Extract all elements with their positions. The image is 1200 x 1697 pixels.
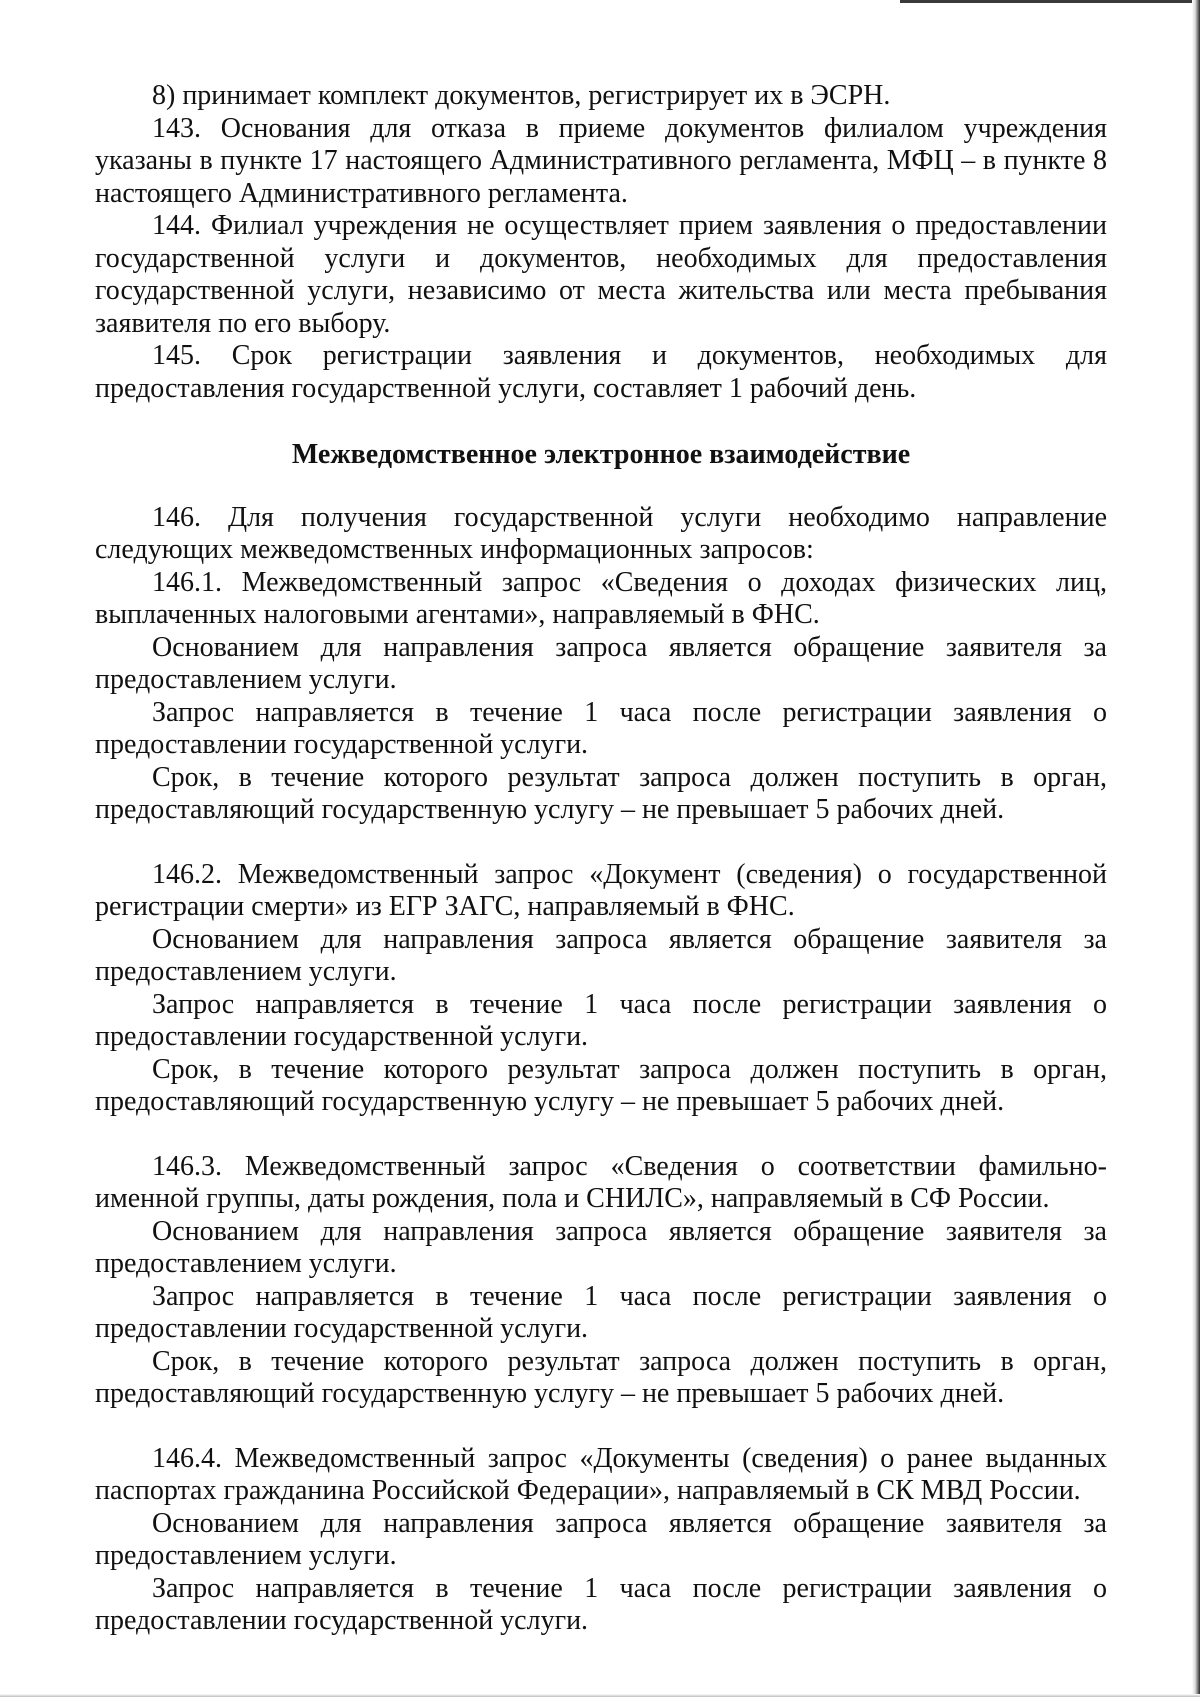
request-timing: Запрос направляется в течение 1 часа после регистрации заявления о предоставлении государственной услуги. — [95, 1572, 1107, 1636]
paragraph-144: 144. Филиал учреждения не осуществляет прием заявления о предоставлении государственной услуги и документов, необходимых для предоставления государственной услуги, независимо от места жительства или места пребывания заявителя по его выбору. — [95, 210, 1107, 339]
paragraph-8: 8) принимает комплект документов, регистрирует их в ЭСРН. — [152, 80, 891, 111]
request-basis: Основанием для направления запроса является обращение заявителя за предоставлением услуги. — [95, 923, 1107, 987]
request-title: 146.3. Межведомственный запрос «Сведения о соответствии фамильно-именной группы, даты рождения, пола и СНИЛС», направляемый в СФ России. — [95, 1150, 1107, 1214]
request-title: 146.1. Межведомственный запрос «Сведения о доходах физических лиц, выплаченных налоговыми агентами», направляемый в ФНС. — [95, 566, 1107, 630]
request-title: 146.2. Межведомственный запрос «Документ (сведения) о государственной регистрации смерти» из ЕГР ЗАГС, направляемый в ФНС. — [95, 858, 1107, 922]
paragraph-145: 145. Срок регистрации заявления и документов, необходимых для предоставления государственной услуги, составляет 1 рабочий день. — [95, 340, 1107, 404]
paragraph-143: 143. Основания для отказа в приеме документов филиалом учреждения указаны в пункте 17 настоящего Административного регламента, МФЦ – в пункте 8 настоящего Административного регламента. — [95, 112, 1107, 209]
request-timing: Запрос направляется в течение 1 часа после регистрации заявления о предоставлении государственной услуги. — [95, 1280, 1107, 1344]
section-heading: Межведомственное электронное взаимодействие — [291, 439, 911, 470]
scan-border-top — [900, 0, 1200, 3]
scan-border-right — [1192, 0, 1200, 1697]
request-basis: Основанием для направления запроса является обращение заявителя за предоставлением услуги. — [95, 1507, 1107, 1571]
request-deadline: Срок, в течение которого результат запроса должен поступить в орган, предоставляющий государственную услугу – не превышает 5 рабочих дней. — [95, 761, 1107, 825]
document-page — [95, 80, 1107, 1638]
request-title: 146.4. Межведомственный запрос «Документы (сведения) о ранее выданных паспортах гражданина Российской Федерации», направляемый в СК МВД России. — [95, 1442, 1107, 1506]
request-basis: Основанием для направления запроса является обращение заявителя за предоставлением услуги. — [95, 631, 1107, 695]
request-deadline: Срок, в течение которого результат запроса должен поступить в орган, предоставляющий государственную услугу – не превышает 5 рабочих дней. — [95, 1053, 1107, 1117]
request-basis: Основанием для направления запроса является обращение заявителя за предоставлением услуги. — [95, 1215, 1107, 1279]
paragraph-146: 146. Для получения государственной услуги необходимо направление следующих межведомственных информационных запросов: — [95, 501, 1107, 565]
request-timing: Запрос направляется в течение 1 часа после регистрации заявления о предоставлении государственной услуги. — [95, 988, 1107, 1052]
request-deadline: Срок, в течение которого результат запроса должен поступить в орган, предоставляющий государственную услугу – не превышает 5 рабочих дней. — [95, 1345, 1107, 1409]
request-timing: Запрос направляется в течение 1 часа после регистрации заявления о предоставлении государственной услуги. — [95, 696, 1107, 760]
